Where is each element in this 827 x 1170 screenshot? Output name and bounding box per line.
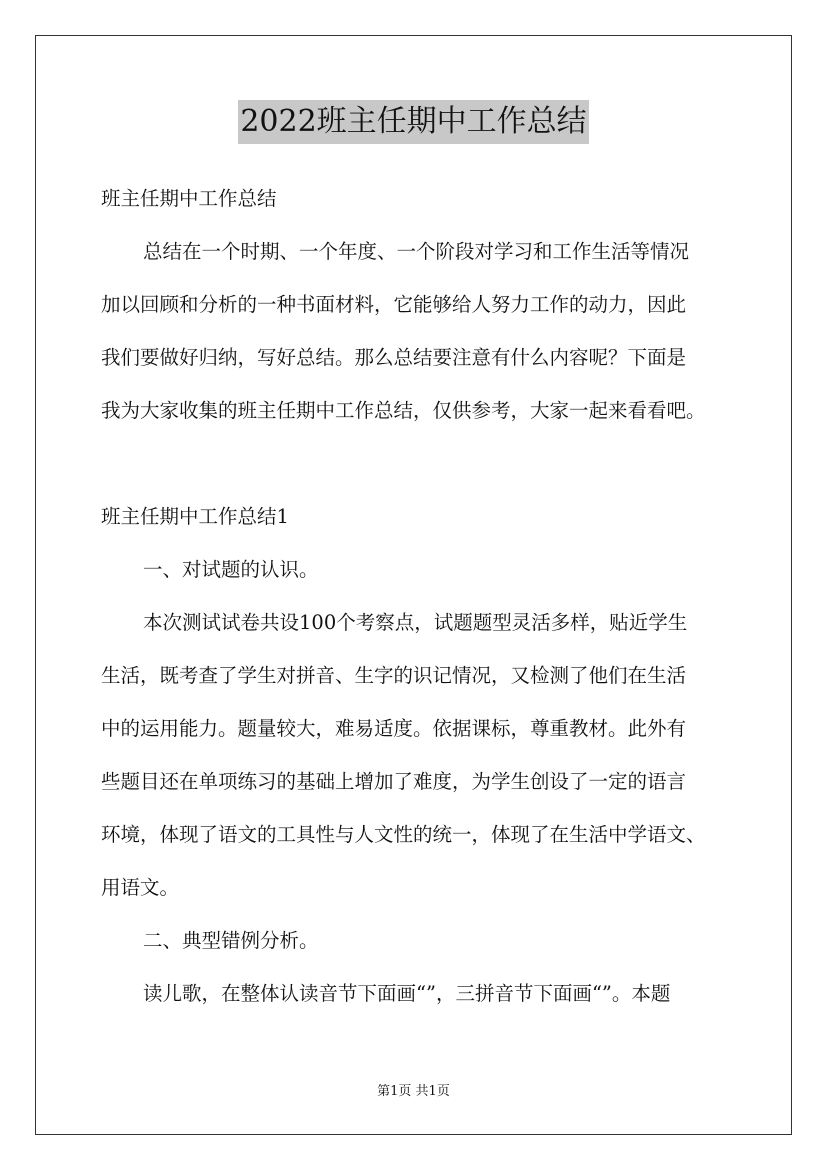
page-number: 第1页 共1页 [377, 1084, 450, 1099]
section1-item1: 一、对试题的认识。 [143, 558, 319, 581]
document-title: 2022班主任期中工作总结 [238, 100, 588, 144]
document-body [101, 172, 741, 1020]
section1-para2-line-1: 读儿歌，在整体认读音节下面画“”，三拼音节下面画“”。本题 [143, 982, 671, 1005]
section1-para-line-6: 用语文。 [101, 876, 180, 899]
section1-para-line-3: 中的运用能力。题量较大，难易适度。依据课标，尊重教材。此外有 [101, 717, 687, 740]
section-heading: 班主任期中工作总结 [101, 187, 277, 210]
section1-item2: 二、典型错例分析。 [143, 929, 319, 952]
section1-para-line-5: 环境，体现了语文的工具性与人文性的统一，体现了在生活中学语文、 [101, 823, 706, 846]
section1-para-line-2: 生活，既考查了学生对拼音、生字的识记情况，又检测了他们在生活 [101, 664, 687, 687]
intro-line-3: 我们要做好归纳，写好总结。那么总结要注意有什么内容呢？下面是 [101, 346, 687, 369]
blank-line [101, 437, 741, 490]
intro-line-2: 加以回顾和分析的一种书面材料，它能够给人努力工作的动力，因此 [101, 293, 687, 316]
section1-para-line-1: 本次测试试卷共设100个考察点，试题题型灵活多样，贴近学生 [143, 611, 688, 634]
intro-line-1: 总结在一个时期、一个年度、一个阶段对学习和工作生活等情况 [143, 240, 690, 263]
page-footer [0, 1082, 827, 1102]
section1-title: 班主任期中工作总结1 [101, 505, 289, 528]
title-container [0, 100, 827, 144]
section1-para-line-4: 些题目还在单项练习的基础上增加了难度，为学生创设了一定的语言 [101, 770, 687, 793]
intro-line-4: 我为大家收集的班主任期中工作总结，仅供参考，大家一起来看看吧。 [101, 399, 706, 422]
